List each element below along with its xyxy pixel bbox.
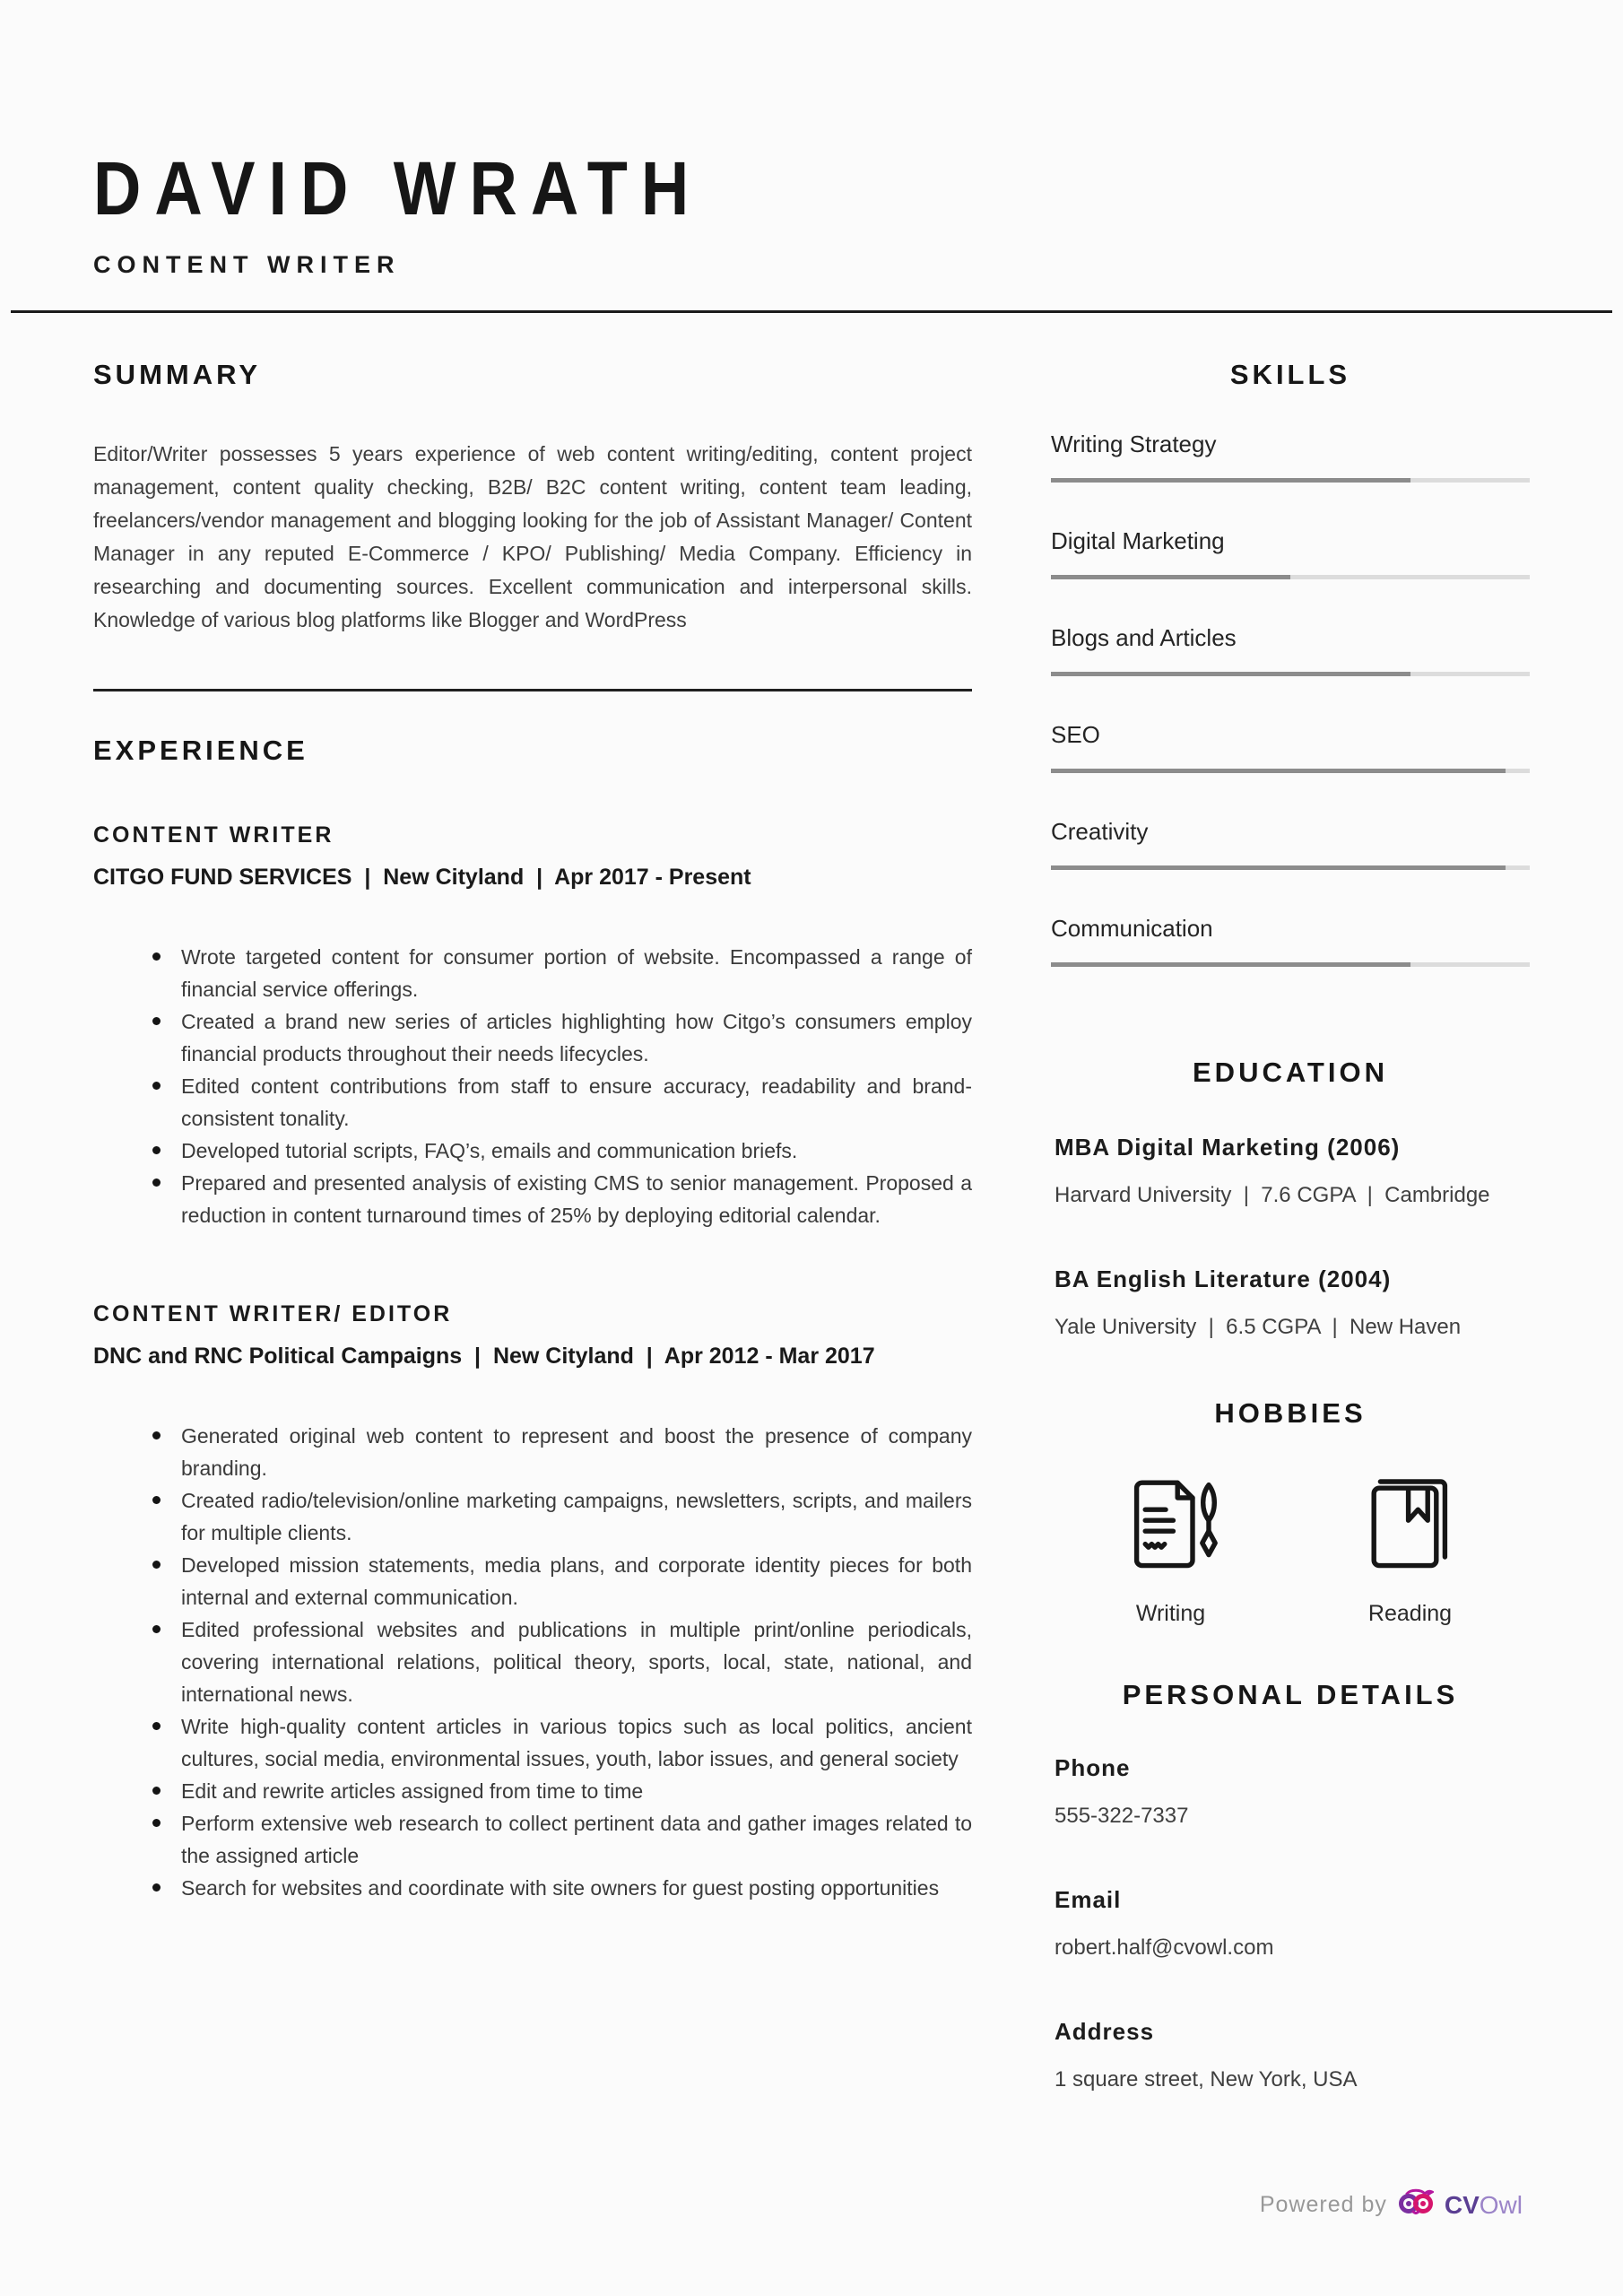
skill-row [1051,430,1530,483]
personal-detail-entry [1051,1886,1530,1961]
hobby-label: Writing [1135,1601,1206,1626]
personal-detail-label: Address [1055,2018,1155,2045]
personal-detail-label: Phone [1055,1754,1131,1781]
skill-bar-track [1051,575,1530,579]
education-degree: MBA Digital Marketing (2006) [1055,1134,1401,1161]
job-bullet: Edited content contributions from staff to ensure accuracy, readability and brand-consistent tonality. [152,1070,972,1135]
skill-row [1051,915,1530,967]
experience-section [93,735,972,1904]
hobby-writing [1117,1471,1225,1627]
skills-list [1051,430,1530,967]
personal-details-list [1051,1754,1530,2092]
job-bullet: Generated original web content to represent and boost the presence of company branding. [152,1420,972,1484]
job-entry [93,1301,972,1904]
powered-by-text: Powered by [1259,2192,1387,2217]
skill-bar-fill [1051,865,1506,870]
candidate-name: DAVID WRATH [93,146,703,230]
job-bullet: Edit and rewrite articles assigned from time to time [152,1775,972,1807]
job-bullet-list [152,1420,972,1904]
skill-bar-fill [1051,672,1410,676]
personal-details-section [1051,1679,1530,2092]
job-title: CONTENT WRITER [93,822,334,848]
skill-label: SEO [1051,721,1100,748]
skill-row [1051,721,1530,773]
section-divider [93,689,972,691]
skills-section [1051,359,1530,967]
skill-bar-fill [1051,962,1410,967]
cvowl-logo-icon [1398,2188,1434,2222]
job-header [93,1301,972,1370]
left-column [93,352,972,2150]
job-bullet: Developed mission statements, media plans, and corporate identity pieces for both internal and external communication. [152,1549,972,1613]
content-columns [93,352,1530,2150]
skill-bar-track [1051,865,1530,870]
job-bullet: Perform extensive web research to collect pertinent data and gather images related to the assigned article [152,1807,972,1872]
skills-heading: SKILLS [1229,359,1351,390]
hobbies-section [1051,1397,1530,1627]
skill-row [1051,624,1530,676]
header-divider [11,310,1612,313]
resume-header [93,146,785,279]
skill-label: Creativity [1051,818,1149,845]
summary-section [93,359,972,637]
job-bullet: Created radio/television/online marketing campaigns, newsletters, scripts, and mailers for multiple clients. [152,1484,972,1549]
skill-row [1051,527,1530,579]
footer [1260,2188,1523,2222]
personal-detail-value: 555-322-7337 [1055,1804,1189,1828]
personal-details-heading: PERSONAL DETAILS [1122,1679,1459,1710]
skill-bar-track [1051,478,1530,483]
personal-detail-label: Email [1055,1886,1122,1913]
job-title: CONTENT WRITER/ EDITOR [93,1301,453,1326]
skill-bar-fill [1051,575,1290,579]
education-detail: Yale University | 6.5 CGPA | New Haven [1055,1315,1462,1339]
job-bullet: Search for websites and coordinate with site owners for guest posting opportunities [152,1872,972,1904]
education-section [1051,1057,1530,1340]
hobbies-heading: HOBBIES [1214,1397,1367,1429]
education-list [1051,1134,1530,1340]
skill-bar-fill [1051,769,1506,773]
summary-text: Editor/Writer possesses 5 years experience of web content writing/editing, content project management, content quality checking, B2B/ B2C content writing, content team leading, freelancers/vendor management and blogging looking for the job of Assistant Manager/ Content Manager in any reputed E-Commerce / KPO/ Publishing/ Media Company. Efficiency in researching and documenting sources. Excellent communication and interpersonal skills. Knowledge of various blog platforms like Blogger and WordPress [93,442,972,631]
education-entry [1051,1265,1530,1340]
hobby-reading [1357,1471,1464,1627]
job-bullet: Write high-quality content articles in various topics such as local politics, ancient cultures, social media, environmental issues, youth, labor issues, and general society [152,1710,972,1775]
skill-bar-track [1051,672,1530,676]
candidate-job-title: CONTENT WRITER [93,251,401,278]
experience-heading: EXPERIENCE [93,735,308,766]
job-bullet: Developed tutorial scripts, FAQ’s, emails and communication briefs. [152,1135,972,1167]
reading-icon [1357,1471,1464,1583]
personal-detail-entry [1051,2018,1530,2092]
summary-heading: SUMMARY [93,359,262,390]
personal-detail-value: 1 square street, New York, USA [1055,2067,1358,2092]
skill-label: Writing Strategy [1051,430,1217,457]
job-meta: CITGO FUND SERVICES | New Cityland | Apr 2017 - Present [93,865,751,890]
education-entry [1051,1134,1530,1208]
job-bullet: Created a brand new series of articles highlighting how Citgo’s consumers employ financial products throughout their needs lifecycles. [152,1005,972,1070]
brand-owl: Owl [1479,2190,1523,2219]
education-heading: EDUCATION [1193,1057,1388,1088]
skill-label: Communication [1051,915,1213,942]
job-bullet: Edited professional websites and publications in multiple print/online periodicals, covering international relations, political theory, sports, local, state, national, and international news. [152,1613,972,1710]
education-detail: Harvard University | 7.6 CGPA | Cambridge [1055,1183,1490,1207]
hobby-label: Reading [1367,1601,1453,1626]
brand-cv: CV [1444,2190,1480,2219]
personal-detail-entry [1051,1754,1530,1829]
job-meta: DNC and RNC Political Campaigns | New Cityland | Apr 2012 - Mar 2017 [93,1344,875,1369]
skill-row [1051,818,1530,870]
education-degree: BA English Literature (2004) [1055,1265,1392,1292]
skill-label: Blogs and Articles [1051,624,1237,651]
job-bullet-list [152,941,972,1231]
skill-label: Digital Marketing [1051,527,1225,554]
job-entry [93,822,972,1231]
job-bullet: Wrote targeted content for consumer portion of website. Encompassed a range of financial service offerings. [152,941,972,1005]
job-bullet: Prepared and presented analysis of existing CMS to senior management. Proposed a reduction in content turnaround times of 25% by deploying editorial calendar. [152,1167,972,1231]
personal-detail-value: robert.half@cvowl.com [1055,1935,1274,1960]
skill-bar-track [1051,769,1530,773]
skill-bar-track [1051,962,1530,967]
writing-icon [1117,1471,1225,1583]
job-header [93,822,972,891]
skill-bar-fill [1051,478,1410,483]
cvowl-brand-text [1444,2190,1523,2219]
hobby-row [1051,1471,1530,1627]
right-column [1051,352,1530,2150]
